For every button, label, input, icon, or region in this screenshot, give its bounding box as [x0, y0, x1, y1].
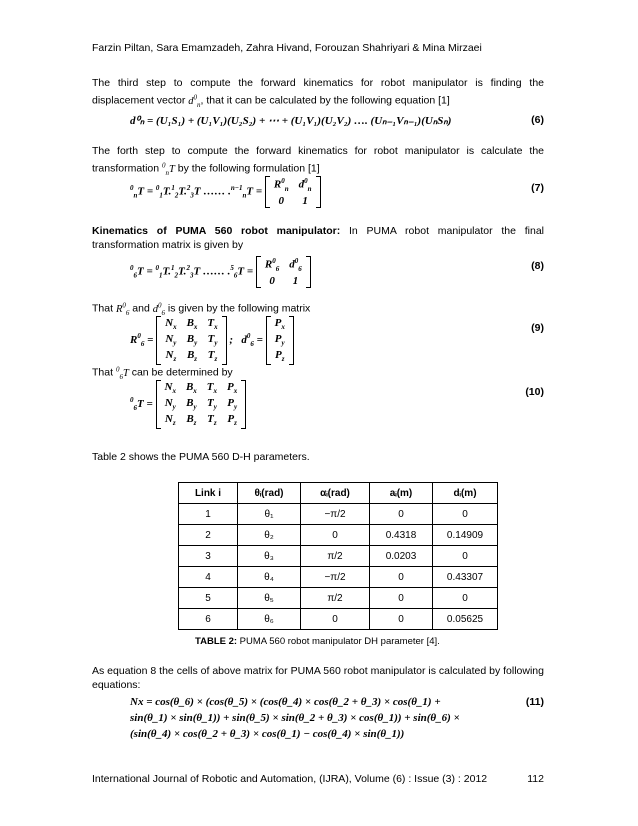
equation-8: $^0_6$T = $^0_1$T.$^1_2$T.$^2_3$T …… .$^5_6$T = $R^0_6$ $d^0_6$ 0 1: [130, 256, 311, 288]
table-cell: θ₄: [238, 567, 301, 588]
table-cell: 0: [370, 609, 433, 630]
table-cell: 0: [433, 588, 498, 609]
table-header-cell: αᵢ(rad): [301, 483, 370, 504]
table-cell: 0: [433, 546, 498, 567]
table-cell: 0: [370, 588, 433, 609]
running-header: Farzin Piltan, Sara Emamzadeh, Zahra Hivand, Forouzan Shahriyari & Mina Mirzaei: [92, 42, 482, 54]
table-cell: 0.4318: [370, 525, 433, 546]
page-number: 112: [527, 773, 544, 785]
table-row: [179, 546, 498, 567]
table-cell: θ₂: [238, 525, 301, 546]
table-cell: π/2: [301, 546, 370, 567]
table-header-cell: θᵢ(rad): [238, 483, 301, 504]
table-cell: 4: [179, 567, 238, 588]
equation-11-line-1: Nx = cos(θ_6) × (cos(θ_5) × (cos(θ_4) × cos(θ_2 + θ_3) × cos(θ_1) +: [130, 696, 441, 708]
journal-footer: International Journal of Robotic and Automation, (IJRA), Volume (6) : Issue (3) : 2012: [92, 773, 488, 785]
paragraph-cell-equations: As equation 8 the cells of above matrix for PUMA 560 robot manipulator is calculated by following equations:: [92, 665, 544, 691]
table-row: [179, 525, 498, 546]
table-cell: 0: [301, 609, 370, 630]
equation-7: $^0_n$T = $^0_1$T.$^1_2$T.$^2_3$T …… .$^{n-1}_n$T = $R^0_n$ $d^0_n$ 0 1: [130, 176, 321, 208]
table-cell: 0.05625: [433, 609, 498, 630]
table-cell: θ₁: [238, 504, 301, 525]
table-cell: 0: [301, 525, 370, 546]
paragraph-t-determined: That $^0_6$T can be determined by: [92, 365, 233, 381]
table-cell: 0.0203: [370, 546, 433, 567]
paragraph-puma-kinematics: Kinematics of PUMA 560 robot manipulator: In PUMA robot manipulator the final transformation matrix is given by: [92, 225, 545, 251]
table-cell: 5: [179, 588, 238, 609]
paragraph-table-intro: Table 2 shows the PUMA 560 D-H parameters.: [92, 451, 310, 463]
table-cell: 0.14909: [433, 525, 498, 546]
table-cell: 0.43307: [433, 567, 498, 588]
table-cell: 3: [179, 546, 238, 567]
paragraph-displacement: The third step to compute the forward kinematics for robot manipulator is finding the displacement vector $d^0_n$, that it can be calculated by the following equation [1]: [92, 77, 544, 109]
paragraph-matrix-intro: That $R^0_6$ and $d^0_6$ is given by the following matrix: [92, 301, 311, 317]
table-cell: π/2: [301, 588, 370, 609]
paragraph-transformation: The forth step to compute the forward kinematics for robot manipulator is calculate the transformation $^0_n$T by the following formulation [1]: [92, 145, 544, 177]
table-row: [179, 609, 498, 630]
equation-number-8: (8): [531, 260, 544, 272]
equation-10: $^0_6$T = $N_x$ $B_x$ $T_x$ $P_x$ $N_y$ $B_y$ $T_y$ $P_y$ $N_z$ $B_z$ $T_z$ $P_z$: [130, 380, 246, 429]
table-cell: 0: [433, 504, 498, 525]
table-header-cell: dᵢ(m): [433, 483, 498, 504]
table-header-cell: aᵢ(m): [370, 483, 433, 504]
table-row: [179, 567, 498, 588]
equation-6: d⁰ₙ = (U₁S₁) + (U₁V₁)(U₂S₂) + ⋯ + (U₁V₁)(U₂V₂) …. (Uₙ₋₁Vₙ₋₁)(UₙSₙ): [130, 115, 452, 127]
table-cell: θ₆: [238, 609, 301, 630]
table-cell: 6: [179, 609, 238, 630]
table-header-cell: Link i: [179, 483, 238, 504]
equation-11-line-2: sin(θ_1) × sin(θ_1)) + sin(θ_5) × sin(θ_2 + θ_3) × cos(θ_1)) + sin(θ_6) ×: [130, 712, 460, 724]
table-cell: 1: [179, 504, 238, 525]
equation-number-6: (6): [531, 114, 544, 126]
table-cell: −π/2: [301, 567, 370, 588]
table-cell: −π/2: [301, 504, 370, 525]
equation-number-9: (9): [531, 322, 544, 334]
equation-number-7: (7): [531, 182, 544, 194]
equation-11-line-3: (sin(θ_4) × cos(θ_2 + θ_3) × cos(θ_1) − cos(θ_4) × sin(θ_1)): [130, 728, 405, 740]
equation-number-10: (10): [525, 386, 544, 398]
table-row: [179, 588, 498, 609]
table-cell: 0: [370, 567, 433, 588]
table-cell: 0: [370, 504, 433, 525]
equation-9: $R^0_6$ = $N_x$ $B_x$ $T_x$ $N_y$ $B_y$ $T_y$ $N_z$ $B_z$ $T_z$ ; $d^0_6$ = $P_x$ $P_y$ $P_z$: [130, 316, 294, 365]
table-caption: TABLE 2: PUMA 560 robot manipulator DH parameter [4].: [195, 636, 440, 647]
table-cell: 2: [179, 525, 238, 546]
dh-parameter-table: [178, 482, 498, 630]
table-cell: θ₅: [238, 588, 301, 609]
table-header-row: [179, 483, 498, 504]
table-row: [179, 504, 498, 525]
equation-number-11: (11): [525, 696, 544, 708]
table-cell: θ₃: [238, 546, 301, 567]
